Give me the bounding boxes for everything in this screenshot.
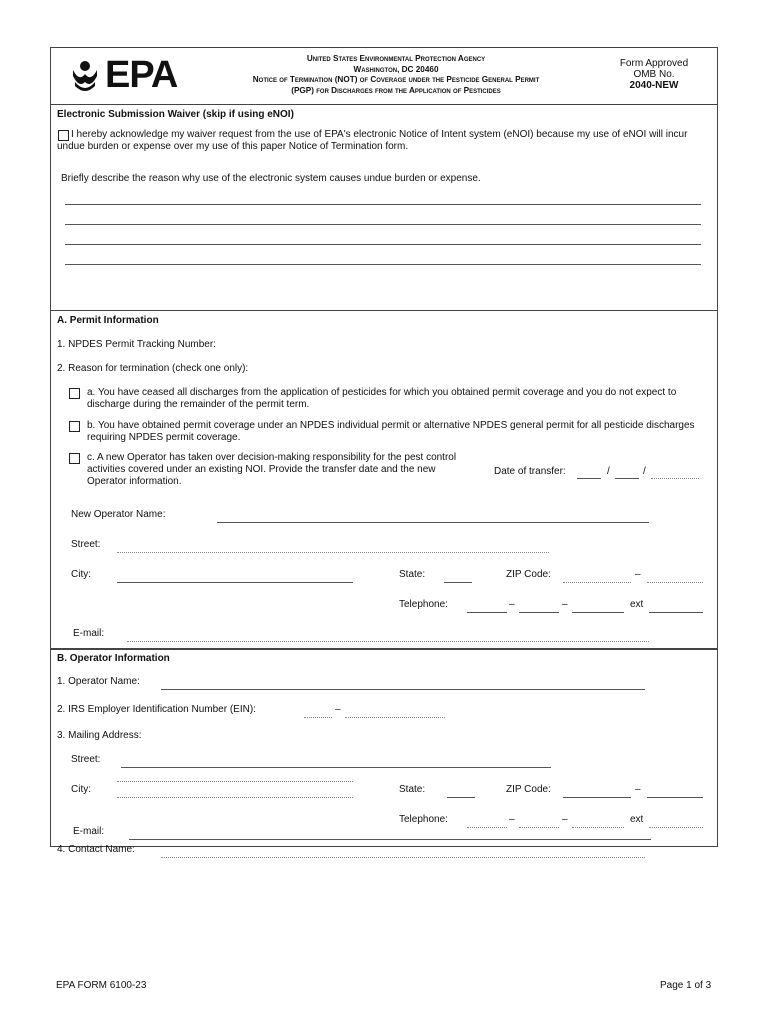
title-line-2: (PGP) for Discharges from the Application of Pesticides bbox=[291, 85, 501, 95]
reason-a-checkbox[interactable] bbox=[69, 388, 80, 399]
waiver-reason-line-1[interactable] bbox=[65, 204, 701, 205]
form-approved-label: Form Approved bbox=[619, 58, 689, 69]
date-of-transfer-label: Date of transfer: bbox=[494, 466, 566, 477]
operator-city-label: City: bbox=[71, 784, 91, 795]
operator-zip4-field[interactable] bbox=[647, 797, 703, 798]
reason-b-checkbox[interactable] bbox=[69, 421, 80, 432]
contact-name-label: 4. Contact Name: bbox=[57, 844, 135, 855]
operator-state-label: State: bbox=[399, 784, 426, 795]
ein-suffix-field[interactable] bbox=[345, 717, 445, 718]
new-operator-zip4-field[interactable] bbox=[647, 582, 703, 583]
permit-tracking-label: 1. NPDES Permit Tracking Number: bbox=[57, 339, 216, 350]
operator-ext-field[interactable] bbox=[649, 827, 703, 828]
termination-reason-label: 2. Reason for termination (check one only): bbox=[57, 363, 249, 374]
waiver-ack-text: I hereby acknowledge my waiver request from the use of EPA's electronic Notice of Intent system (eNOI) because my use of eNOI will incur undue burden or expense over my use of this paper Notice of Termination form. bbox=[57, 129, 688, 152]
date-slash-2: / bbox=[643, 466, 646, 477]
operator-zip-label: ZIP Code: bbox=[506, 784, 551, 795]
permit-information-section bbox=[51, 310, 717, 650]
new-operator-email-label: E-mail: bbox=[73, 628, 105, 639]
electronic-waiver-section bbox=[51, 104, 717, 311]
logo-text: EPA bbox=[105, 54, 178, 96]
transfer-month-field[interactable] bbox=[577, 478, 601, 479]
new-operator-street-field[interactable] bbox=[117, 552, 549, 553]
new-operator-city-field[interactable] bbox=[117, 582, 353, 583]
notice-of-termination-form bbox=[50, 47, 718, 855]
operator-area-code-field[interactable] bbox=[467, 827, 507, 828]
new-operator-email-field[interactable] bbox=[127, 641, 649, 642]
ein-label: 2. IRS Employer Identification Number (EIN): bbox=[57, 704, 256, 715]
form-number: EPA FORM 6100-23 bbox=[56, 980, 147, 991]
new-operator-ext-field[interactable] bbox=[649, 612, 703, 613]
new-operator-name-label: New Operator Name: bbox=[71, 509, 166, 520]
title-line-1: Notice of Termination (NOT) of Coverage under the Pesticide General Permit bbox=[252, 75, 540, 85]
new-operator-zip-field[interactable] bbox=[563, 582, 631, 583]
omb-number-label: OMB No. bbox=[633, 69, 675, 80]
waiver-reason-line-2[interactable] bbox=[65, 224, 701, 225]
operator-phone-line-field[interactable] bbox=[572, 827, 624, 828]
operator-phone-prefix-field[interactable] bbox=[519, 827, 559, 828]
operator-street-field[interactable] bbox=[121, 767, 551, 768]
new-operator-telephone-label: Telephone: bbox=[399, 599, 448, 610]
section-b-heading: B. Operator Information bbox=[57, 653, 170, 664]
omb-approval bbox=[609, 58, 699, 91]
operator-name-label: 1. Operator Name: bbox=[57, 676, 140, 687]
new-operator-state-label: State: bbox=[399, 569, 426, 580]
waiver-reason-line-3[interactable] bbox=[65, 244, 701, 245]
waiver-reason-line-4[interactable] bbox=[65, 264, 701, 265]
zip-dash: – bbox=[635, 569, 641, 580]
ein-dash: – bbox=[335, 704, 341, 715]
page-number: Page 1 of 3 bbox=[660, 980, 712, 991]
transfer-year-field[interactable] bbox=[651, 478, 699, 479]
contact-email-field[interactable] bbox=[129, 839, 651, 840]
phone-dash-2: – bbox=[562, 599, 568, 610]
section-a-heading: A. Permit Information bbox=[57, 315, 159, 326]
operator-state-field[interactable] bbox=[447, 797, 475, 798]
phone-ext-label: ext bbox=[630, 599, 644, 610]
operator-street-label: Street: bbox=[71, 754, 101, 765]
agency-name: United States Environmental Protection Agency bbox=[306, 54, 486, 63]
mailing-address-label: 3. Mailing Address: bbox=[57, 730, 142, 741]
contact-name-field[interactable] bbox=[161, 857, 645, 858]
new-operator-city-label: City: bbox=[71, 569, 91, 580]
form-title bbox=[191, 54, 601, 96]
phone-dash-1: – bbox=[509, 599, 515, 610]
new-operator-zip-label: ZIP Code: bbox=[506, 569, 551, 580]
operator-phone-dash-2: – bbox=[562, 814, 568, 825]
operator-zip-field[interactable] bbox=[563, 797, 631, 798]
new-operator-phone-line-field[interactable] bbox=[572, 612, 624, 613]
operator-city-guide bbox=[117, 781, 353, 782]
operator-information-section bbox=[51, 648, 717, 855]
new-operator-area-code-field[interactable] bbox=[467, 612, 507, 613]
new-operator-street-label: Street: bbox=[71, 539, 101, 550]
operator-zip-dash: – bbox=[635, 784, 641, 795]
new-operator-phone-prefix-field[interactable] bbox=[519, 612, 559, 613]
reason-a-text: a. You have ceased all discharges from the application of pesticides for which you obtained permit coverage and you do not expect to discharge during the remainder of the permit term. bbox=[87, 387, 677, 410]
operator-telephone-label: Telephone: bbox=[399, 814, 448, 825]
operator-ext-label: ext bbox=[630, 814, 644, 825]
agency-address: Washington, DC 20460 bbox=[353, 64, 439, 74]
reason-c-checkbox[interactable] bbox=[69, 453, 80, 464]
operator-name-field[interactable] bbox=[161, 689, 645, 690]
reason-c-text: c. A new Operator has taken over decision-making responsibility for the pest control activities covered under an existing NOI. Provide the transfer date and the new Operator information. bbox=[87, 452, 457, 487]
reason-b-text: b. You have obtained permit coverage under an NPDES individual permit or alternative NPDES general permit for all pesticide discharges requiring NPDES permit coverage. bbox=[87, 420, 695, 443]
operator-city-field[interactable] bbox=[117, 797, 353, 798]
epa-logo bbox=[65, 56, 185, 96]
waiver-describe-label: Briefly describe the reason why use of the electronic system causes undue burden or expense. bbox=[61, 173, 481, 184]
waiver-heading: Electronic Submission Waiver (skip if using eNOI) bbox=[57, 109, 294, 120]
contact-email-label: E-mail: bbox=[73, 826, 105, 837]
form-header bbox=[51, 48, 717, 105]
operator-phone-dash-1: – bbox=[509, 814, 515, 825]
omb-number: 2040-NEW bbox=[629, 80, 679, 91]
date-slash-1: / bbox=[607, 466, 610, 477]
transfer-day-field[interactable] bbox=[615, 478, 639, 479]
new-operator-name-field[interactable] bbox=[217, 522, 649, 523]
ein-prefix-field[interactable] bbox=[304, 717, 332, 718]
new-operator-state-field[interactable] bbox=[444, 582, 472, 583]
